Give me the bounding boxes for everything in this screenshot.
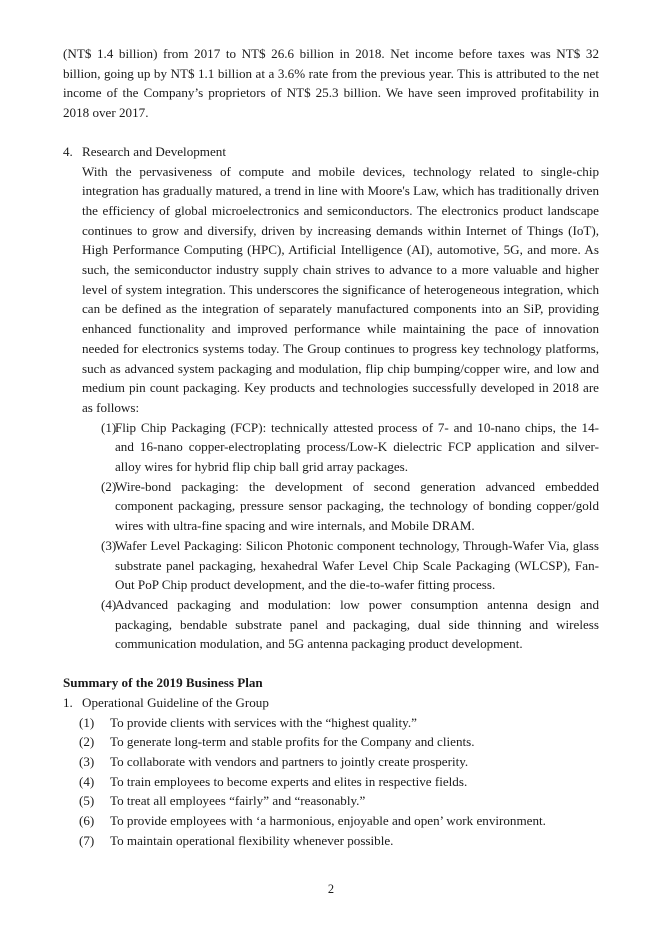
list-item: [82, 477, 599, 536]
section-title: Research and Development: [82, 143, 226, 159]
list-item: [82, 595, 599, 654]
list-item-text: Flip Chip Packaging (FCP): technically attested process of 7- and 10-nano chips, the 14- and 16-nano copper-electroplating process/Low-K dielectric FCP application and silver-alloy wires for hybrid flip chip ball grid array packages.: [115, 419, 599, 475]
section-operational-guideline: [63, 693, 599, 713]
list-item: [63, 791, 599, 811]
page-content: [63, 44, 599, 850]
list-item: [63, 772, 599, 792]
list-item: [63, 811, 599, 831]
list-item: [63, 831, 599, 851]
list-item-text: Wire-bond packaging: the development of second generation advanced embedded component packaging, pressure sensor packaging, the technology of bonding copper/gold wires with ultra-fine spacing and wire internals, and Mobile DRAM.: [115, 478, 599, 534]
list-item-marker: (2): [79, 734, 95, 750]
paragraph-financial-summary: (NT$ 1.4 billion) from 2017 to NT$ 26.6 billion in 2018. Net income before taxes was NT$ 32 billion, going up by NT$ 1.1 billion at a 3.6% rate from the previous year. This is attributed to the net income of the Company’s proprietors of NT$ 25.3 billion. We have seen improved profitability in 2018 over 2017.: [63, 46, 599, 121]
list-item-marker: (1): [101, 419, 117, 435]
list-item: [63, 732, 599, 752]
list-item-text: To provide clients with services with the “highest quality.”: [110, 714, 417, 730]
rd-achievements-list: [82, 418, 599, 654]
spacer: [63, 123, 599, 142]
list-item: [63, 713, 599, 733]
list-item-marker: (2): [101, 478, 117, 494]
section-number: 4.: [63, 143, 73, 159]
list-item-marker: (5): [79, 793, 95, 809]
list-item-text: To generate long-term and stable profits for the Company and clients.: [110, 734, 475, 750]
list-item-marker: (3): [79, 753, 95, 769]
list-item: [63, 752, 599, 772]
operational-guidelines-list: [63, 713, 599, 851]
list-item-marker: (6): [79, 813, 95, 829]
list-item-text: Wafer Level Packaging: Silicon Photonic component technology, Through-Wafer Via, glass substrate panel packaging, hexahedral Wafer Level Chip Scale Packaging (WLCSP), Fan-Out PoP Chip product development, and the die-to-wafer fitting process.: [115, 537, 599, 593]
spacer: [63, 654, 599, 673]
list-item-text: To train employees to become experts and elites in respective fields.: [110, 773, 468, 789]
list-item: [82, 418, 599, 477]
list-item-text: To maintain operational flexibility whenever possible.: [110, 832, 394, 848]
section-title: Operational Guideline of the Group: [82, 694, 269, 710]
page-title: Summary of the 2019 Business Plan: [63, 675, 263, 691]
list-item-marker: (7): [79, 832, 95, 848]
list-item-text: Advanced packaging and modulation: low power consumption antenna design and packaging, bendable substrate panel and packaging, dual side thinning and wireless communication modulation, and 5G antenna packaging product development.: [115, 596, 599, 652]
list-item-marker: (4): [101, 596, 117, 612]
list-item-text: To treat all employees “fairly” and “reasonably.”: [110, 793, 366, 809]
list-item-marker: (1): [79, 714, 95, 730]
list-item-text: To provide employees with ‘a harmonious, enjoyable and open’ work environment.: [110, 813, 546, 829]
section-research-and-development: [63, 142, 599, 654]
list-item-marker: (4): [79, 773, 95, 789]
list-item-marker: (3): [101, 537, 117, 553]
page-number: 2: [327, 882, 335, 896]
list-item-text: To collaborate with vendors and partners to jointly create prosperity.: [110, 753, 469, 769]
section-number: 1.: [63, 694, 73, 710]
section-body-text: With the pervasiveness of compute and mobile devices, technology related to single-chip integration has gradually matured, a trend in line with Moore's Law, which has traditionally driven the efficiency of global microelectronics and semiconductors. The electronics product landscape continues to grow and diversify, driven by increasing demands within Internet of Things (IoT), High Performance Computing (HPC), Artificial Intelligence (AI), automotive, 5G, and more. As such, the semiconductor industry supply chain strives to advance to a more valuable and higher level of system integration. This underscores the significance of heterogeneous integration, which can be defined as the integration of separately manufactured components into an SiP, providing enhanced functionality and improved performance while maintaining the pace of innovation needed for electronics systems today. The Group continues to progress key technology platforms, such as advanced system packaging and modulation, flip chip bumping/copper wire, and low and medium pin count packaging. Key products and technologies successfully developed in 2018 are as follows:: [82, 163, 599, 415]
list-item: [82, 536, 599, 595]
